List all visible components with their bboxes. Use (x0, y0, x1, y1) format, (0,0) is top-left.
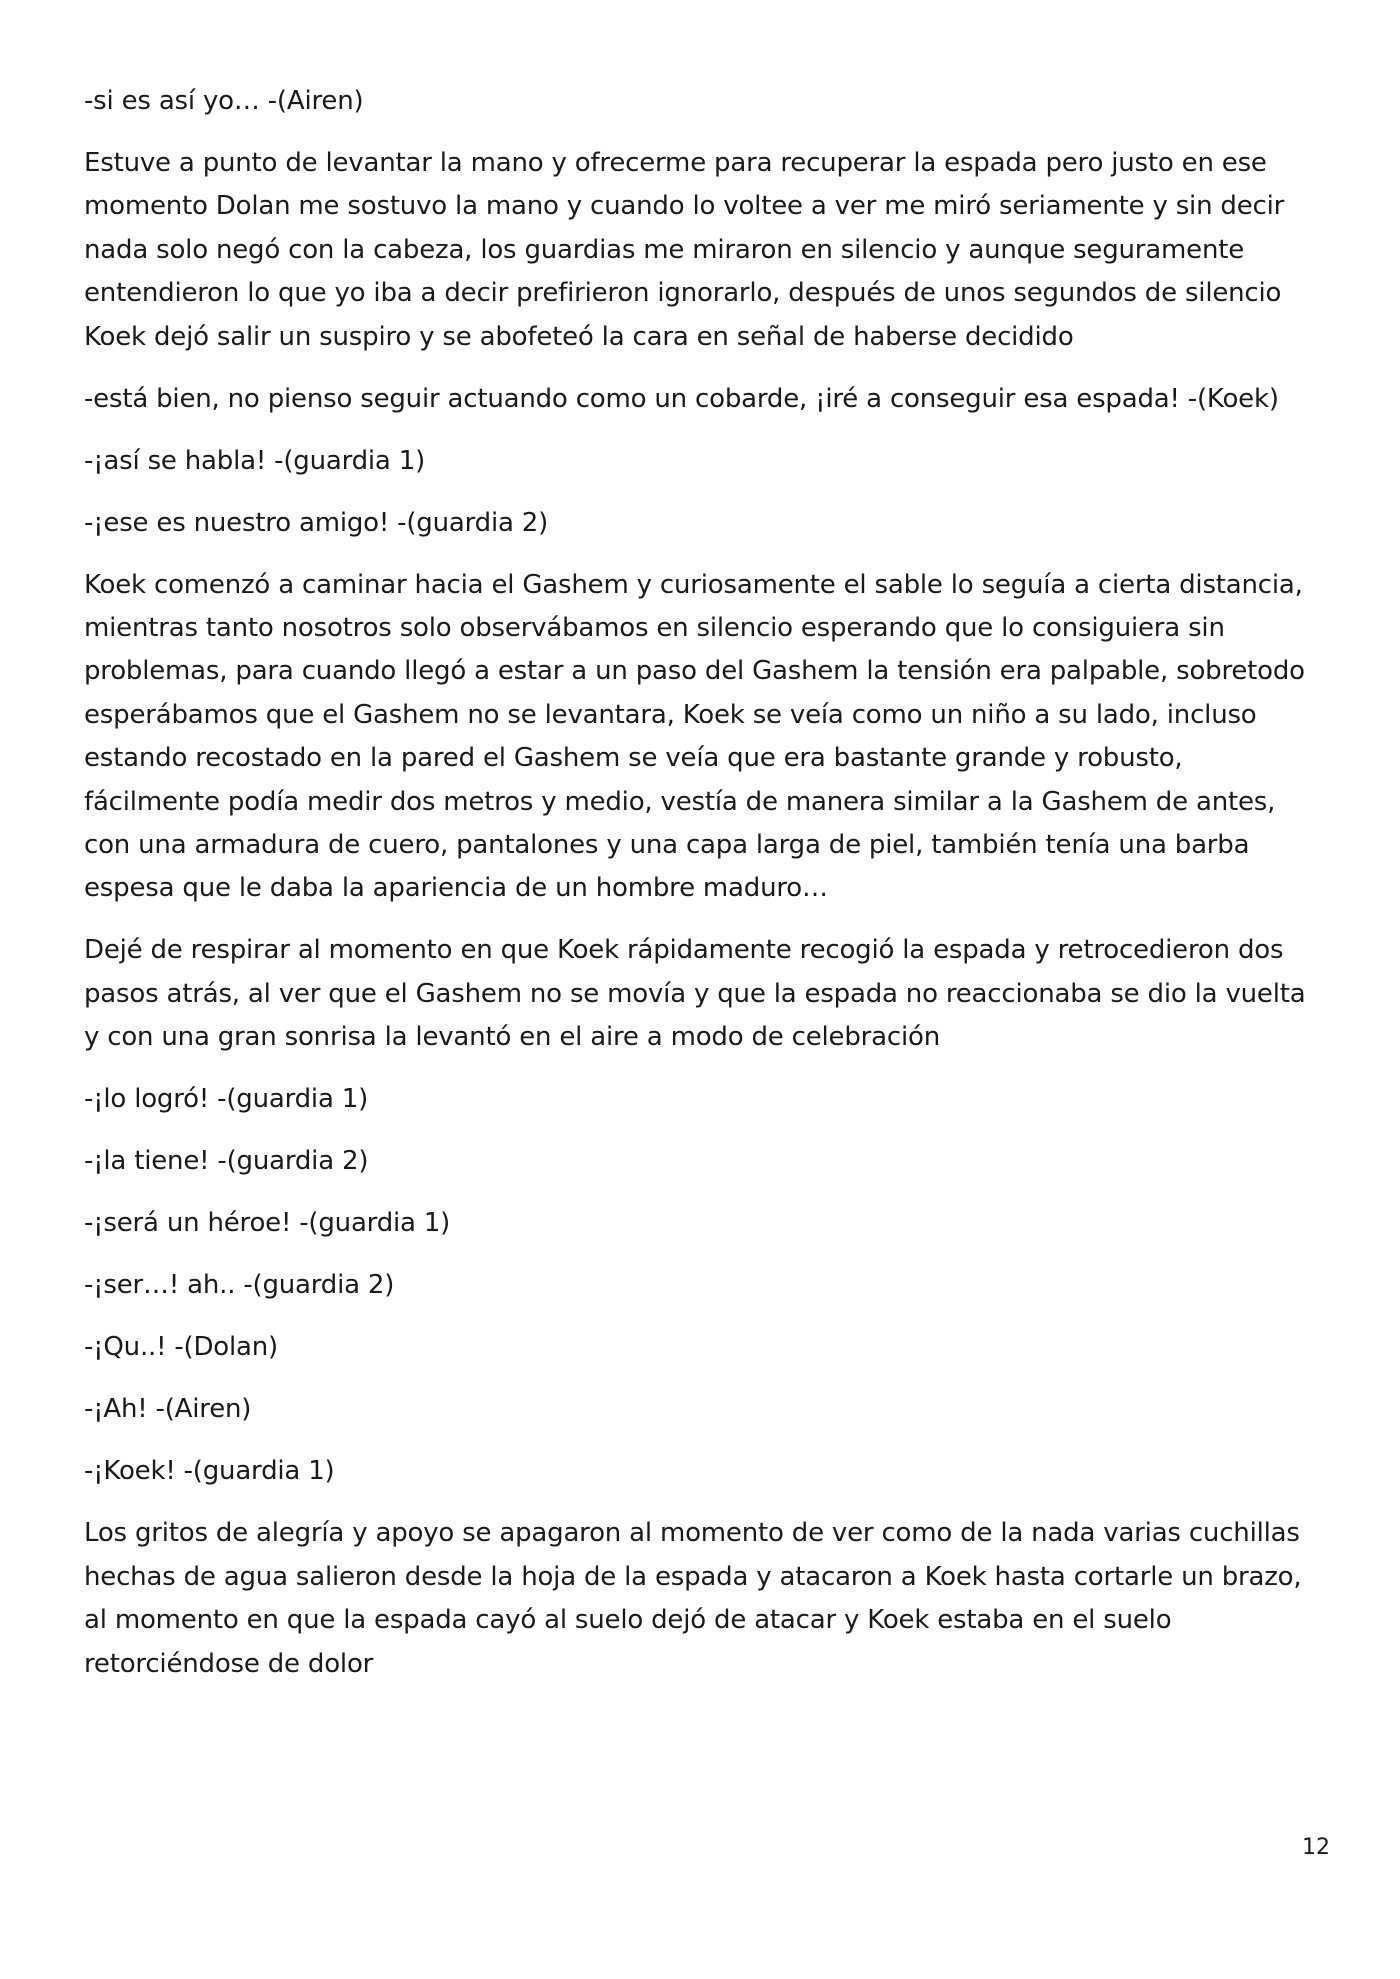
paragraph-narration-4: Los gritos de alegría y apoyo se apagaron al momento de ver como de la nada varias cuchillas hechas de agua salieron desde la hoja de la espada y atacaron a Koek hasta cortarle un brazo, al momento en que la espada cayó al suelo dejó de atacar y Koek estaba en el suelo retorciéndose de dolor (84, 1518, 1302, 1679)
paragraph-dialogue-koek: -está bien, no pienso seguir actuando como un cobarde, ¡iré a conseguir esa espada! -(Koek) (84, 383, 1279, 414)
paragraph-narration-3: Dejé de respirar al momento en que Koek rápidamente recogió la espada y retrocedieron dos pasos atrás, al ver que el Gashem no se movía y que la espada no reaccionaba se dio la vuelta y con una gran sonrisa la levantó en el aire a modo de celebración (84, 935, 1306, 1053)
paragraph-dialogue-guardia-1d: -¡Koek! -(guardia 1) (84, 1456, 335, 1487)
paragraph-dialogue-airen-2: -¡Ah! -(Airen) (84, 1394, 252, 1425)
page-number: 12 (1302, 1835, 1330, 1860)
document-body (84, 80, 1324, 1705)
paragraph-dialogue-guardia-1c: -¡será un héroe! -(guardia 1) (84, 1208, 451, 1239)
paragraph-dialogue-guardia-1: -¡así se habla! -(guardia 1) (84, 445, 426, 476)
paragraph-dialogue-guardia-2c: -¡ser…! ah.. -(guardia 2) (84, 1270, 395, 1301)
paragraph-dialogue-guardia-2: -¡ese es nuestro amigo! -(guardia 2) (84, 507, 549, 538)
paragraph-narration-1: Estuve a punto de levantar la mano y ofrecerme para recuperar la espada pero justo en ese momento Dolan me sostuvo la mano y cuando lo voltee a ver me miró seriamente y sin decir nada solo negó con la cabeza, los guardias me miraron en silencio y aunque seguramente entendieron lo que yo iba a decir prefirieron ignorarlo, después de unos segundos de silencio Koek dejó salir un suspiro y se abofeteó la cara en señal de haberse decidido (84, 148, 1285, 352)
paragraph-dialogue-airen-1: -si es así yo… -(Airen) (84, 86, 364, 116)
paragraph-narration-2: Koek comenzó a caminar hacia el Gashem y curiosamente el sable lo seguía a cierta distancia, mientras tanto nosotros solo observábamos en silencio esperando que lo consiguiera sin problemas, para cuando llegó a estar a un paso del Gashem la tensión era palpable, sobretodo esperábamos que el Gashem no se levantara, Koek se veía como un niño a su lado, incluso estando recostado en la pared el Gashem se veía que era bastante grande y robusto, fácilmente podía medir dos metros y medio, vestía de manera similar a la Gashem de antes, con una armadura de cuero, pantalones y una capa larga de piel, también tenía una barba espesa que le daba la apariencia de un hombre maduro… (84, 569, 1305, 904)
paragraph-dialogue-guardia-1b: -¡lo logró! -(guardia 1) (84, 1084, 369, 1115)
paragraph-dialogue-dolan: -¡Qu..! -(Dolan) (84, 1332, 278, 1363)
paragraph-dialogue-guardia-2b: -¡la tiene! -(guardia 2) (84, 1146, 369, 1177)
